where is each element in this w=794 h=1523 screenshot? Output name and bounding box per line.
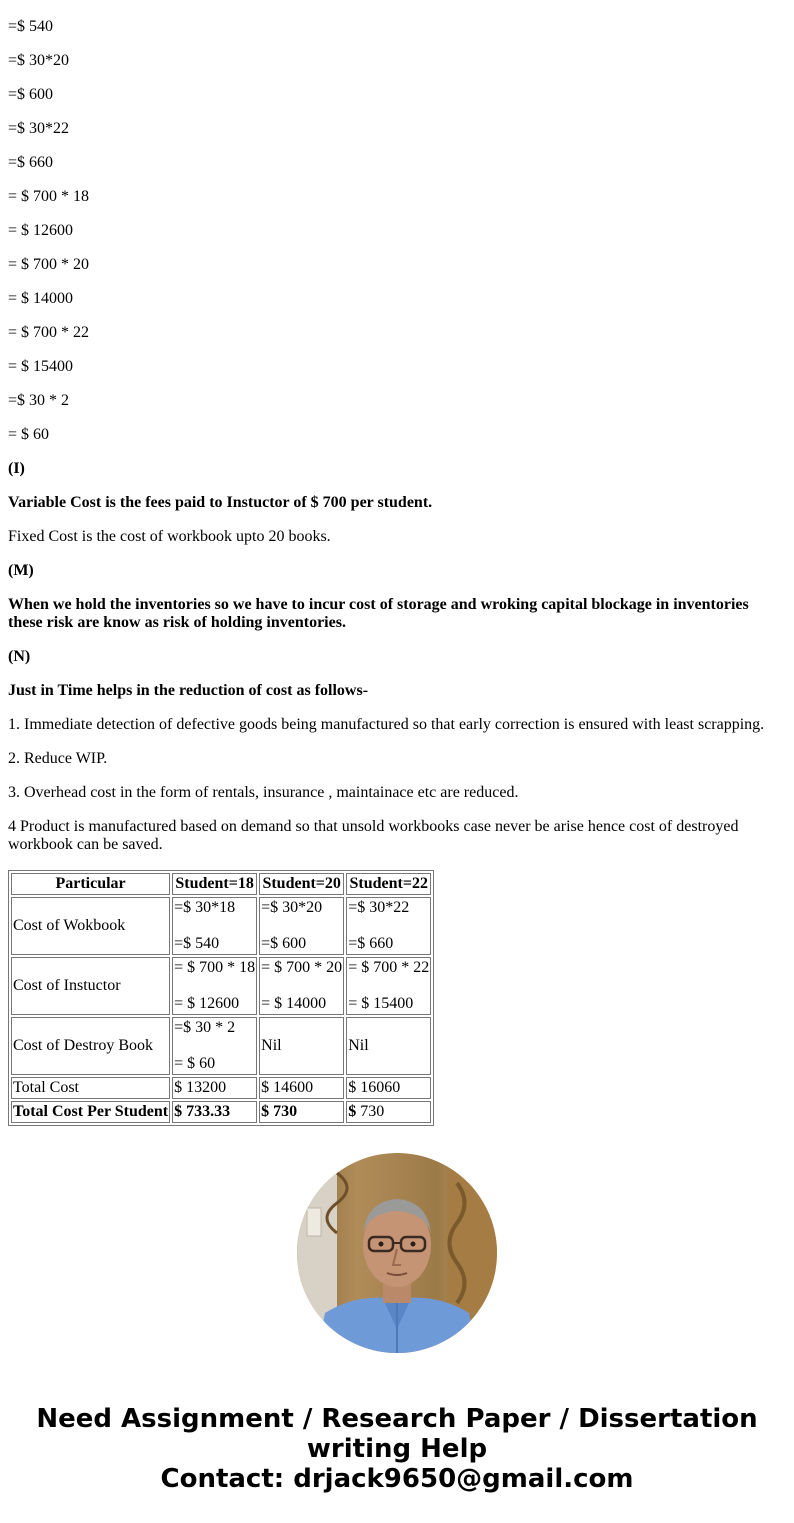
fixed-cost-text: Fixed Cost is the cost of workbook upto 20 books. bbox=[8, 528, 331, 545]
cell-formula: = $ 700 * 20 bbox=[261, 959, 343, 976]
table-cell: $ 733.33 bbox=[172, 1101, 257, 1123]
cost-table bbox=[8, 870, 434, 1126]
footer-banner bbox=[0, 1404, 794, 1494]
cell-result: = $ 12600 bbox=[174, 995, 240, 1012]
row-label: Total Cost Per Student bbox=[11, 1101, 170, 1123]
section-n-intro: Just in Time helps in the reduction of cost as follows- bbox=[8, 682, 369, 699]
row-label: Cost of Instuctor bbox=[11, 957, 170, 1015]
document-content bbox=[8, 0, 778, 1126]
jit-point: 2. Reduce WIP. bbox=[8, 750, 108, 767]
table-header-row bbox=[11, 873, 431, 895]
cell-result: =$ 540 bbox=[174, 935, 220, 952]
row-label: Cost of Wokbook bbox=[11, 897, 170, 955]
cell-formula: =$ 30*18 bbox=[174, 899, 236, 916]
cell-result: =$ 660 bbox=[348, 935, 394, 952]
help-banner-text: Need Assignment / Research Paper / Dissertation writing Help bbox=[36, 1404, 758, 1464]
cell-result: =$ 600 bbox=[261, 935, 307, 952]
row-label: Total Cost bbox=[11, 1077, 170, 1099]
section-m-text: When we hold the inventories so we have to incur cost of storage and wroking capital blockage in inventories these risk are know as risk of holding inventories. bbox=[8, 596, 749, 631]
table-cell: $ 14600 bbox=[259, 1077, 344, 1099]
calc-line: = $ 60 bbox=[8, 426, 50, 443]
header-particular: Particular bbox=[11, 873, 170, 895]
currency-symbol: $ bbox=[348, 1103, 357, 1120]
cell-formula: =$ 30*22 bbox=[348, 899, 410, 916]
jit-point: 1. Immediate detection of defective goods being manufactured so that early correction is ensured with least scrapping. bbox=[8, 716, 765, 733]
cell-result: = $ 15400 bbox=[348, 995, 414, 1012]
header-student-22: Student=22 bbox=[346, 873, 431, 895]
cell-formula: = $ 700 * 22 bbox=[348, 959, 430, 976]
jit-point: 3. Overhead cost in the form of rentals, insurance , maintainace etc are reduced. bbox=[8, 784, 519, 801]
table-cell bbox=[172, 957, 257, 1015]
calc-line: =$ 600 bbox=[8, 86, 54, 103]
calc-line: = $ 14000 bbox=[8, 290, 74, 307]
calc-line: = $ 700 * 20 bbox=[8, 256, 90, 273]
table-row bbox=[11, 1077, 431, 1099]
row-label: Cost of Destroy Book bbox=[11, 1017, 170, 1075]
table-row bbox=[11, 957, 431, 1015]
table-cell bbox=[346, 957, 431, 1015]
table-cell bbox=[346, 897, 431, 955]
calc-line: =$ 540 bbox=[8, 18, 54, 35]
cell-value: 730 bbox=[356, 1103, 385, 1120]
calc-line bbox=[8, 0, 778, 2]
header-student-18: Student=18 bbox=[172, 873, 257, 895]
jit-point: 4 Product is manufactured based on demand so that unsold workbooks case never be arise hence cost of destroyed workbook can be saved. bbox=[8, 818, 739, 853]
cell-result: = $ 14000 bbox=[261, 995, 327, 1012]
header-student-20: Student=20 bbox=[259, 873, 344, 895]
variable-cost-text: Variable Cost is the fees paid to Instuctor of $ 700 per student. bbox=[8, 494, 433, 511]
calc-line: =$ 30*22 bbox=[8, 120, 70, 137]
calc-line: = $ 700 * 22 bbox=[8, 324, 90, 341]
calc-line: = $ 12600 bbox=[8, 222, 74, 239]
cell-result: = $ 60 bbox=[174, 1055, 216, 1072]
table-cell bbox=[259, 957, 344, 1015]
calc-line: =$ 30 * 2 bbox=[8, 392, 70, 409]
author-photo-illustration bbox=[297, 1153, 497, 1353]
section-n-heading: (N) bbox=[8, 648, 31, 665]
cell-formula: =$ 30 * 2 bbox=[174, 1019, 236, 1036]
table-cell: $ 730 bbox=[259, 1101, 344, 1123]
cell-formula: =$ 30*20 bbox=[261, 899, 323, 916]
calc-line: = $ 15400 bbox=[8, 358, 74, 375]
calc-line: = $ 700 * 18 bbox=[8, 188, 90, 205]
table-cell: $ 13200 bbox=[172, 1077, 257, 1099]
table-cell: Nil bbox=[346, 1017, 431, 1075]
calc-line: =$ 660 bbox=[8, 154, 54, 171]
table-cell bbox=[172, 1017, 257, 1075]
table-row bbox=[11, 1017, 431, 1075]
table-cell bbox=[259, 897, 344, 955]
contact-text: Contact: drjack9650@gmail.com bbox=[160, 1464, 634, 1494]
table-cell: Nil bbox=[259, 1017, 344, 1075]
table-cell bbox=[172, 897, 257, 955]
table-row bbox=[11, 1101, 431, 1123]
section-i-heading: (I) bbox=[8, 460, 25, 477]
table-cell bbox=[346, 1101, 431, 1123]
cell-formula: = $ 700 * 18 bbox=[174, 959, 256, 976]
table-cell: $ 16060 bbox=[346, 1077, 431, 1099]
section-m-heading: (M) bbox=[8, 562, 34, 579]
calc-line: =$ 30*20 bbox=[8, 52, 70, 69]
table-row bbox=[11, 897, 431, 955]
avatar bbox=[297, 1153, 497, 1353]
